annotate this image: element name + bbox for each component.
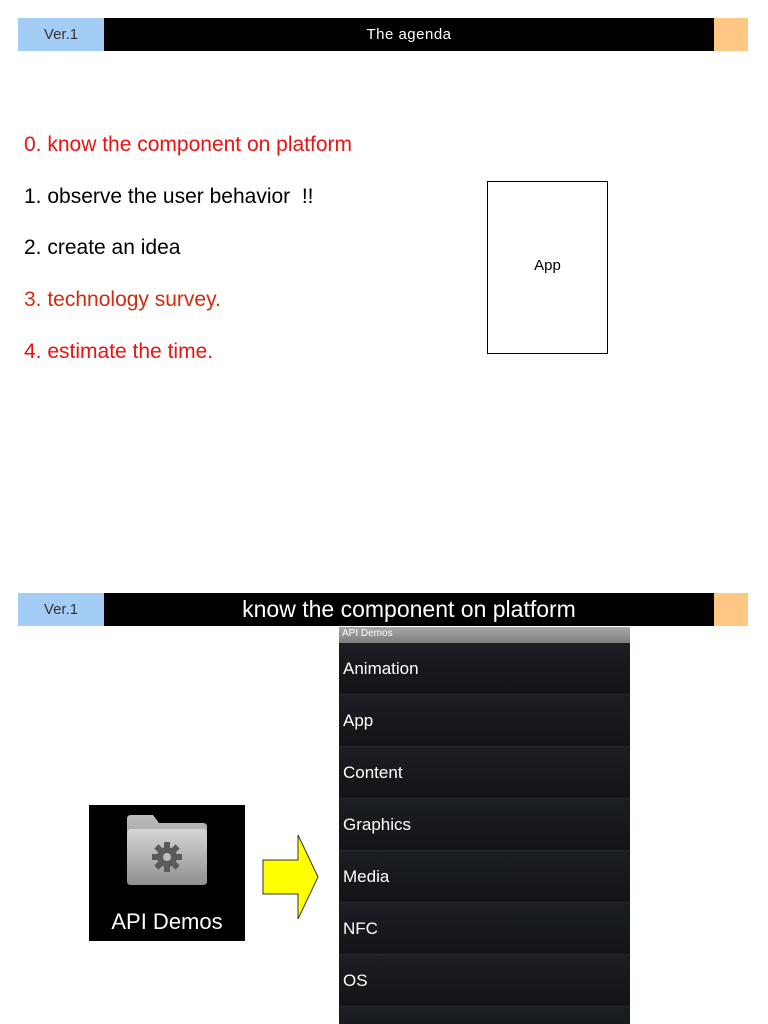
right-arrow-icon <box>262 834 320 920</box>
version-label: Ver.1 <box>18 593 104 626</box>
api-demos-launcher[interactable] <box>89 805 245 941</box>
menu-item-app[interactable]: App <box>339 695 630 747</box>
phone-title-bar: API Demos <box>339 627 630 643</box>
version-label: Ver.1 <box>18 18 104 51</box>
header-accent <box>714 593 748 626</box>
app-box <box>487 181 608 354</box>
agenda-item-0: 0. know the component on platform <box>24 133 353 156</box>
menu-item-os[interactable]: OS <box>339 955 630 1007</box>
slide2-header <box>18 593 748 626</box>
menu-list <box>339 643 630 1024</box>
header-accent <box>714 18 748 51</box>
agenda-item-1: 1. observe the user behavior !! <box>24 185 314 208</box>
menu-item-media[interactable]: Media <box>339 851 630 903</box>
agenda-item-4: 4. estimate the time. <box>24 340 214 363</box>
launcher-label: API Demos <box>111 909 223 934</box>
agenda-item-2: 2. create an idea <box>24 236 181 259</box>
app-box-label: App <box>534 256 561 274</box>
menu-item-content[interactable]: Content <box>339 747 630 799</box>
menu-item-graphics[interactable]: Graphics <box>339 799 630 851</box>
menu-item-more[interactable] <box>339 1007 630 1024</box>
phone-screen <box>339 627 630 1024</box>
folder-gear-icon <box>123 809 211 897</box>
slide-title: The agenda <box>104 18 714 51</box>
slide1-header <box>18 18 748 51</box>
agenda-item-3: 3. technology survey. <box>24 288 221 311</box>
menu-item-nfc[interactable]: NFC <box>339 903 630 955</box>
menu-item-animation[interactable]: Animation <box>339 643 630 695</box>
slide-title: know the component on platform <box>104 593 714 626</box>
